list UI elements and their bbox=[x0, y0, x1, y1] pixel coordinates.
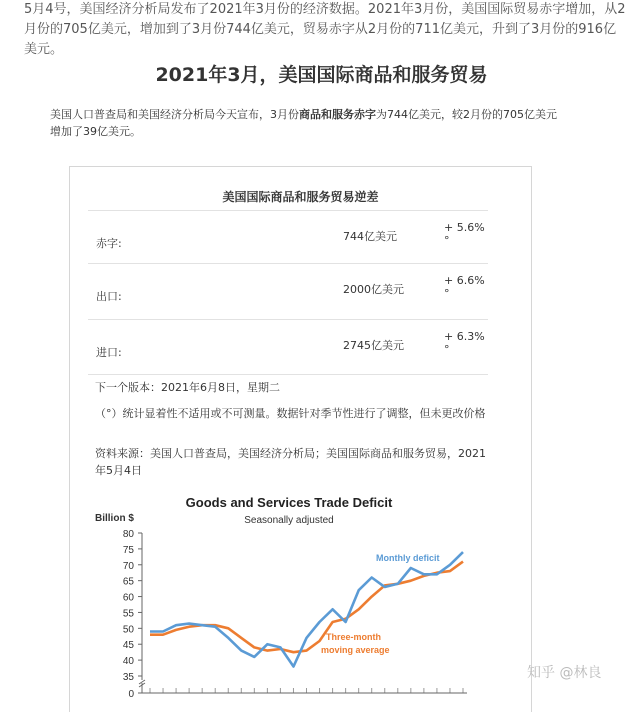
row-label: 出口: bbox=[96, 290, 122, 303]
y-tick-label: 50 bbox=[122, 624, 134, 636]
row-label: 进口: bbox=[96, 346, 122, 359]
watermark: 知乎 @林良 bbox=[527, 665, 602, 681]
row-change: + 5.6% ° bbox=[444, 221, 485, 247]
chart-series bbox=[150, 552, 463, 666]
footnote: （°）统计显着性不适用或不可测量。数据针对季节性进行了调整，但未更改价格 bbox=[95, 407, 486, 420]
row-value: 744亿美元 bbox=[343, 230, 397, 243]
row-change: + 6.3% ° bbox=[444, 330, 485, 356]
trade-deficit-chart bbox=[70, 167, 531, 712]
y-tick-label: 45 bbox=[122, 640, 134, 652]
y-axis-label: Billion $ bbox=[95, 513, 134, 524]
row-value: 2000亿美元 bbox=[343, 283, 404, 296]
row-value: 2745亿美元 bbox=[343, 339, 404, 352]
row-change: + 6.6% ° bbox=[444, 274, 485, 300]
y-tick-label: 55 bbox=[122, 608, 134, 620]
y-tick-label: 35 bbox=[122, 672, 134, 683]
row-label: 赤字: bbox=[96, 237, 122, 250]
lead-text-1: 美国人口普查局和美国经济分析局今天宣布，3月份 bbox=[50, 108, 299, 121]
source-note: 资料来源：美国人口普查局，美国经济分析局；美国国际商品和服务贸易，2021年5月4日 bbox=[95, 447, 486, 477]
chart-title: Goods and Services Trade Deficit bbox=[185, 495, 393, 510]
intro-paragraph: 5月4号，美国经济分析局发布了2021年3月份的经济数据。2021年3月份，美国国际贸易赤字增加，从2月份的705亿美元，增加到了3月份744亿美元，贸易赤字从2月份的711亿美元，升到了3月份的916亿美元。 bbox=[24, 2, 626, 57]
y-tick-label: 40 bbox=[122, 656, 134, 668]
trade-deficit-card bbox=[69, 166, 532, 712]
chart-subtitle: Seasonally adjusted bbox=[244, 515, 334, 526]
y-tick-label: 60 bbox=[122, 592, 134, 604]
lead-text-2: 为744亿美元，较2月份的705亿美元增加了39亿美元。 bbox=[50, 108, 557, 138]
moving-average-label-line1: Three-month bbox=[326, 632, 381, 642]
lead-paragraph bbox=[50, 106, 560, 140]
y-tick-label: 0 bbox=[128, 689, 134, 700]
card-title: 美国国际商品和服务贸易逆差 bbox=[222, 190, 379, 204]
y-tick-label: 70 bbox=[122, 560, 134, 572]
y-tick-label: 75 bbox=[122, 544, 134, 556]
moving-average-label-line2: moving average bbox=[321, 645, 390, 655]
article-title: 2021年3月，美国国际商品和服务贸易 bbox=[155, 64, 488, 86]
y-axis-line bbox=[139, 533, 145, 693]
next-release-note: 下一个版本：2021年6月8日，星期二 bbox=[95, 381, 280, 394]
monthly-deficit-label: Monthly deficit bbox=[376, 553, 440, 563]
lead-bold-text: 商品和服务赤字 bbox=[299, 108, 376, 121]
y-tick-label: 65 bbox=[122, 576, 134, 588]
y-tick-label: 80 bbox=[122, 529, 134, 540]
